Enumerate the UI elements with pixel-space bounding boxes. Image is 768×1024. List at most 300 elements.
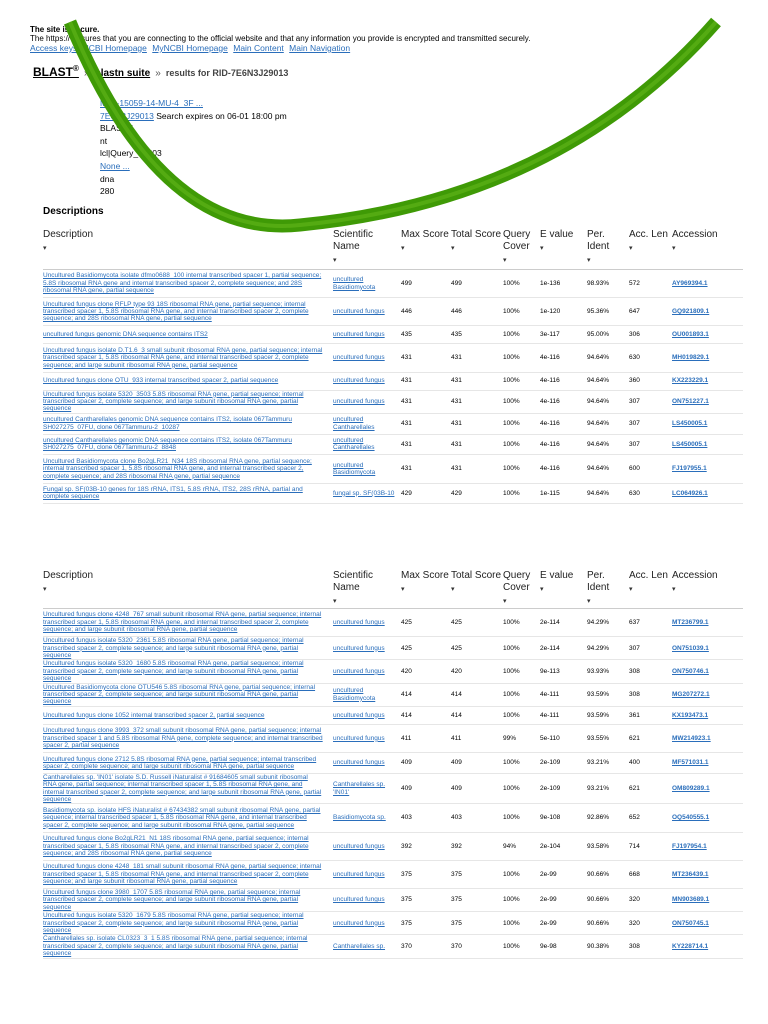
cell-acc-len: 307 xyxy=(629,390,672,413)
cell-acc-len: 308 xyxy=(629,660,672,683)
database-value: nt xyxy=(100,135,108,146)
cell-max-score: 420 xyxy=(401,660,451,683)
cell-max-score: 431 xyxy=(401,344,451,372)
cell-e-value: 9e-98 xyxy=(540,935,587,958)
cell-acc-len: 637 xyxy=(629,609,672,637)
cell-total-score: 425 xyxy=(451,637,503,660)
cell-per-ident: 95.00% xyxy=(587,326,629,344)
cell-scientific-name[interactable]: uncultured fungus xyxy=(333,912,401,935)
cell-per-ident: 94.64% xyxy=(587,483,629,504)
secure-text: The https:// ensures that you are connecting to the official website and that any information you provide is encrypted and transmitted securely. xyxy=(30,34,531,43)
cell-e-value: 2e-99 xyxy=(540,912,587,935)
cell-acc-len: 307 xyxy=(629,413,672,434)
cell-scientific-name[interactable]: uncultured fungus xyxy=(333,660,401,683)
nav-links xyxy=(30,43,353,53)
cell-accession[interactable]: KY228714.1 xyxy=(672,935,743,958)
cell-accession[interactable]: ON751227.1 xyxy=(672,390,743,413)
cell-acc-len: 361 xyxy=(629,706,672,724)
program-value: BLASTN xyxy=(100,123,134,134)
cell-scientific-name[interactable]: uncultured fungus xyxy=(333,832,401,860)
cell-per-ident: 90.66% xyxy=(587,912,629,935)
cell-scientific-name[interactable]: Basidiomycota sp. xyxy=(333,804,401,832)
cell-description[interactable]: Cantharellales sp. isolate CL0323_3_1 5.8S ribosomal RNA gene, partial sequence; internal transcribed spacer 2, complete sequence; and large subunit ribosomal RNA gene, partial sequence xyxy=(43,935,333,958)
cell-e-value: 1e-136 xyxy=(540,270,587,298)
ncbi-homepage-link[interactable]: NCBI Homepage xyxy=(82,43,147,53)
cell-scientific-name[interactable]: uncultured fungus xyxy=(333,706,401,724)
cell-max-score: 499 xyxy=(401,270,451,298)
column-header-label: E value xyxy=(540,570,574,581)
cell-description[interactable]: Uncultured Basidiomycota isolate dfmo0688_100 internal transcribed spacer 1, partial sequence; 5.8S ribosomal RNA gene and internal transcribed spacer 2, complete sequence; and 28S ribosomal RNA gene, partial sequence xyxy=(43,270,333,298)
column-header-e-value[interactable] xyxy=(540,570,587,609)
sort-arrow-icon[interactable]: ▾ xyxy=(503,598,507,605)
cell-acc-len: 647 xyxy=(629,298,672,326)
cell-description[interactable]: Cantharellales sp. 'IN01' isolate S.D. Russell iNaturalist # 91684605 small subunit ribosomal RNA gene, partial sequence; internal transcribed spacer 1, 5.8S ribosomal RNA gene, and internal transcribed spacer 2, complete sequence; and large subunit ribosomal RNA gene, partial sequence xyxy=(43,773,333,804)
table-row xyxy=(43,344,743,372)
cell-acc-len: 400 xyxy=(629,753,672,774)
cell-scientific-name[interactable]: uncultured fungus xyxy=(333,860,401,888)
query-length-value: 280 xyxy=(100,186,115,197)
table-row xyxy=(43,483,743,504)
cell-accession[interactable]: MN903689.1 xyxy=(672,889,743,912)
cell-description[interactable]: Uncultured fungus clone Bo2gLR21_N1 18S ribosomal RNA gene, partial sequence; internal transcribed spacer 1, 5.8S ribosomal RNA gene, and internal transcribed spacer 2, complete sequence; and 28S ribosomal RNA gene, partial sequence xyxy=(43,832,333,860)
cell-accession[interactable]: LC064926.1 xyxy=(672,483,743,504)
cell-accession[interactable]: MH019829.1 xyxy=(672,344,743,372)
myncbi-homepage-link[interactable]: MyNCBI Homepage xyxy=(152,43,228,53)
blast-label: BLAST xyxy=(33,65,73,79)
cell-total-score: 431 xyxy=(451,390,503,413)
query-id-value: lcl|Query_10603 xyxy=(100,148,162,159)
cell-accession[interactable]: MF571031.1 xyxy=(672,753,743,774)
sort-arrow-icon[interactable]: ▾ xyxy=(672,586,676,593)
cell-query-cover: 100% xyxy=(503,344,540,372)
sort-arrow-icon[interactable]: ▾ xyxy=(43,245,47,252)
sort-arrow-icon[interactable]: ▾ xyxy=(401,586,405,593)
cell-acc-len: 306 xyxy=(629,326,672,344)
cell-accession[interactable]: AY969394.1 xyxy=(672,270,743,298)
cell-per-ident: 94.29% xyxy=(587,609,629,637)
cell-description[interactable]: Uncultured fungus isolate 5320_1680 5.8S ribosomal RNA gene, partial sequence; internal transcribed spacer 2, complete sequence; and large subunit ribosomal RNA gene, partial sequence xyxy=(43,660,333,683)
column-header-label: Description xyxy=(43,570,94,581)
column-header-label: Per. Ident xyxy=(587,229,610,252)
cell-query-cover: 100% xyxy=(503,637,540,660)
column-header-label: Max Score xyxy=(401,229,449,240)
cell-accession[interactable]: MT236799.1 xyxy=(672,609,743,637)
cell-e-value: 1e-120 xyxy=(540,298,587,326)
column-header-query-cover[interactable] xyxy=(503,229,540,270)
cell-description[interactable]: Uncultured fungus clone 4248_767 small subunit ribosomal RNA gene, partial sequence; internal transcribed spacer 1, 5.8S ribosomal RNA gene, and internal transcribed spacer 2, complete sequence; and large subunit ribosomal RNA gene, partial sequence xyxy=(43,609,333,637)
table-row xyxy=(43,434,743,455)
sort-arrow-icon[interactable]: ▾ xyxy=(43,586,47,593)
cell-query-cover: 100% xyxy=(503,609,540,637)
sort-arrow-icon[interactable]: ▾ xyxy=(503,257,507,264)
cell-max-score: 435 xyxy=(401,326,451,344)
cell-description[interactable]: Uncultured fungus clone 4248_181 small subunit ribosomal RNA gene, partial sequence; internal transcribed spacer 1, 5.8S ribosomal RNA gene, and internal transcribed spacer 2, complete sequence; and large subunit ribosomal RNA gene, partial sequence xyxy=(43,860,333,888)
table-row xyxy=(43,706,743,724)
cell-accession[interactable]: ON751039.1 xyxy=(672,637,743,660)
sort-arrow-icon[interactable]: ▾ xyxy=(451,586,455,593)
cell-per-ident: 92.86% xyxy=(587,804,629,832)
cell-e-value: 4e-116 xyxy=(540,390,587,413)
column-header-label: Query Cover xyxy=(503,570,531,593)
secure-title: The site is secure. xyxy=(30,25,100,34)
cell-scientific-name[interactable]: uncultured Cantharellales xyxy=(333,413,401,434)
cell-query-cover: 100% xyxy=(503,455,540,483)
cell-total-score: 409 xyxy=(451,773,503,804)
cell-per-ident: 90.38% xyxy=(587,935,629,958)
cell-query-cover: 94% xyxy=(503,832,540,860)
job-title-link[interactable]: M22-15059-14-MU-4_3F ... xyxy=(100,98,203,108)
cell-scientific-name[interactable]: fungal sp. SF(03B-10 xyxy=(333,483,401,504)
cell-acc-len: 668 xyxy=(629,860,672,888)
column-header-label: Scientific Name xyxy=(333,570,374,593)
cell-e-value: 4e-116 xyxy=(540,344,587,372)
cell-e-value: 1e-115 xyxy=(540,483,587,504)
cell-max-score: 375 xyxy=(401,912,451,935)
cell-per-ident: 94.64% xyxy=(587,344,629,372)
cell-max-score: 392 xyxy=(401,832,451,860)
column-header-acc-len[interactable] xyxy=(629,229,672,270)
cell-per-ident: 93.59% xyxy=(587,683,629,706)
cell-scientific-name[interactable]: uncultured fungus xyxy=(333,326,401,344)
cell-scientific-name[interactable]: uncultured Basidiomycota xyxy=(333,683,401,706)
column-header-e-value[interactable] xyxy=(540,229,587,270)
cell-query-cover: 100% xyxy=(503,434,540,455)
table-row xyxy=(43,637,743,660)
table-row xyxy=(43,455,743,483)
cell-total-score: 414 xyxy=(451,706,503,724)
sort-arrow-icon[interactable]: ▾ xyxy=(629,245,633,252)
cell-total-score: 431 xyxy=(451,455,503,483)
table-row xyxy=(43,724,743,752)
cell-total-score: 375 xyxy=(451,912,503,935)
cell-max-score: 431 xyxy=(401,455,451,483)
cell-per-ident: 93.55% xyxy=(587,724,629,752)
cell-scientific-name[interactable]: uncultured fungus xyxy=(333,298,401,326)
sort-arrow-icon[interactable]: ▾ xyxy=(540,586,544,593)
table-row xyxy=(43,860,743,888)
cell-query-cover: 100% xyxy=(503,483,540,504)
cell-accession[interactable]: KX223229.1 xyxy=(672,372,743,390)
cell-acc-len: 714 xyxy=(629,832,672,860)
registered-mark: ® xyxy=(73,64,79,73)
cell-query-cover: 100% xyxy=(503,270,540,298)
cell-scientific-name[interactable]: uncultured fungus xyxy=(333,889,401,912)
job-summary xyxy=(100,97,287,198)
cell-query-cover: 100% xyxy=(503,889,540,912)
sort-arrow-icon[interactable]: ▾ xyxy=(401,245,405,252)
cell-acc-len: 630 xyxy=(629,483,672,504)
cell-max-score: 414 xyxy=(401,706,451,724)
cell-scientific-name[interactable]: uncultured fungus xyxy=(333,344,401,372)
cell-accession[interactable]: ON750745.1 xyxy=(672,912,743,935)
cell-per-ident: 93.21% xyxy=(587,753,629,774)
cell-accession[interactable]: MG207272.1 xyxy=(672,683,743,706)
cell-e-value: 3e-117 xyxy=(540,326,587,344)
cell-total-score: 409 xyxy=(451,753,503,774)
column-header-label: Accession xyxy=(672,229,718,240)
cell-description[interactable]: Basidiomycota sp. isolate HFS iNaturalist # 67434382 small subunit ribosomal RNA gene, partial sequence; internal transcribed spacer 1, 5.8S ribosomal RNA gene, and internal transcribed spacer 2, complete sequence; and large subunit ribosomal RNA gene, partial sequence xyxy=(43,804,333,832)
cell-total-score: 411 xyxy=(451,724,503,752)
cell-max-score: 446 xyxy=(401,298,451,326)
cell-description[interactable]: Uncultured Basidiomycota clone OTU546 5.8S ribosomal RNA gene, partial sequence; internal transcribed spacer 2, complete sequence; and large subunit ribosomal RNA gene, partial sequence xyxy=(43,683,333,706)
cell-description[interactable]: uncultured Cantharellales genomic DNA sequence contains ITS2, isolate 067Tammuru SH027275_07FU, clone 067Tammuru-2_10287 xyxy=(43,413,333,434)
breadcrumb-separator: » xyxy=(83,68,90,79)
cell-accession[interactable]: ON750746.1 xyxy=(672,660,743,683)
cell-per-ident: 90.66% xyxy=(587,889,629,912)
cell-accession[interactable]: KX193473.1 xyxy=(672,706,743,724)
table-row xyxy=(43,609,743,637)
cell-per-ident: 94.29% xyxy=(587,637,629,660)
cell-query-cover: 100% xyxy=(503,753,540,774)
cell-total-score: 425 xyxy=(451,609,503,637)
column-header-label: Accession xyxy=(672,570,718,581)
cell-e-value: 9e-108 xyxy=(540,804,587,832)
table-row xyxy=(43,683,743,706)
sort-arrow-icon[interactable]: ▾ xyxy=(587,598,591,605)
cell-query-cover: 100% xyxy=(503,706,540,724)
cell-description[interactable]: uncultured Cantharellales genomic DNA sequence contains ITS2, isolate 067Tammuru SH027275_07FU, clone 067Tammuru-2_8848 xyxy=(43,434,333,455)
cell-e-value: 2e-109 xyxy=(540,773,587,804)
column-header-per-ident[interactable] xyxy=(587,570,629,609)
blastn-suite-link[interactable]: blastn suite xyxy=(94,68,151,79)
cell-total-score: 431 xyxy=(451,344,503,372)
column-header-total-score[interactable] xyxy=(451,229,503,270)
cell-accession[interactable]: OM809289.1 xyxy=(672,773,743,804)
column-header-label: Description xyxy=(43,229,94,240)
cell-max-score: 375 xyxy=(401,889,451,912)
cell-query-cover: 100% xyxy=(503,773,540,804)
cell-query-cover: 100% xyxy=(503,413,540,434)
column-header-label: Scientific Name xyxy=(333,229,374,252)
cell-per-ident: 94.64% xyxy=(587,434,629,455)
cell-query-cover: 100% xyxy=(503,912,540,935)
sort-arrow-icon[interactable]: ▾ xyxy=(587,257,591,264)
cell-accession[interactable]: OQ540555.1 xyxy=(672,804,743,832)
cell-e-value: 4e-116 xyxy=(540,455,587,483)
cell-query-cover: 99% xyxy=(503,724,540,752)
table-row xyxy=(43,753,743,774)
column-header-per-ident[interactable] xyxy=(587,229,629,270)
cell-description[interactable]: Uncultured fungus clone 1052 internal transcribed spacer 2, partial sequence xyxy=(43,706,333,724)
cell-accession[interactable]: GQ921809.1 xyxy=(672,298,743,326)
cell-per-ident: 94.64% xyxy=(587,455,629,483)
column-header-label: Max Score xyxy=(401,570,449,581)
rid-link[interactable]: 7E6N3J29013 xyxy=(100,110,154,121)
cell-description[interactable]: Uncultured fungus isolate 5320_1679 5.8S ribosomal RNA gene, partial sequence; internal transcribed spacer 2, complete sequence; and large subunit ribosomal RNA gene, partial sequence xyxy=(43,912,333,935)
column-header-scientific-name[interactable] xyxy=(333,570,401,609)
cell-per-ident: 90.66% xyxy=(587,860,629,888)
cell-per-ident: 93.93% xyxy=(587,660,629,683)
cell-description[interactable]: Uncultured fungus clone 3980_1707 5.8S ribosomal RNA gene, partial sequence; internal transcribed spacer 2, complete sequence; and large subunit ribosomal RNA gene, partial sequence xyxy=(43,889,333,912)
cell-scientific-name[interactable]: uncultured fungus xyxy=(333,753,401,774)
cell-max-score: 370 xyxy=(401,935,451,958)
cell-description[interactable]: Uncultured Basidiomycota clone Bo2gLR21_N34 18S ribosomal RNA gene, partial sequence; internal transcribed spacer 1, 5.8S ribosomal RNA gene, and internal transcribed spacer 2, complete sequence; and 28S ribosomal RNA gene, partial sequence xyxy=(43,455,333,483)
cell-description[interactable]: Uncultured fungus isolate 5320_3503 5.8S ribosomal RNA gene, partial sequence; internal transcribed spacer 2, complete sequence; and large subunit ribosomal RNA gene, partial sequence xyxy=(43,390,333,413)
cell-description[interactable]: Fungal sp. SF(03B-10 genes for 18S rRNA, ITS1, 5.8S rRNA, ITS2, 28S rRNA, partial and complete sequence xyxy=(43,483,333,504)
cell-description[interactable]: Uncultured fungus isolate D.T1.6_3 small subunit ribosomal RNA gene, partial sequence; internal transcribed spacer 1, 5.8S ribosomal RNA gene, and internal transcribed spacer 2, complete sequence; and large subunit ribosomal RNA gene, partial sequence xyxy=(43,344,333,372)
cell-accession[interactable]: FJ197954.1 xyxy=(672,832,743,860)
column-header-description[interactable] xyxy=(43,570,333,609)
main-content-link[interactable]: Main Content xyxy=(233,43,284,53)
cell-query-cover: 100% xyxy=(503,935,540,958)
access-keys-link[interactable]: Access keys xyxy=(30,43,78,53)
table-row xyxy=(43,912,743,935)
cell-acc-len: 308 xyxy=(629,683,672,706)
cell-total-score: 429 xyxy=(451,483,503,504)
column-header-label: Per. Ident xyxy=(587,570,610,593)
table-row xyxy=(43,889,743,912)
cell-per-ident: 94.64% xyxy=(587,372,629,390)
cell-per-ident: 93.59% xyxy=(587,706,629,724)
cell-description[interactable]: Uncultured fungus clone 2712 5.8S ribosomal RNA gene, partial sequence; internal transcribed spacer 2, complete sequence; and large subunit ribosomal RNA gene, partial sequence xyxy=(43,753,333,774)
column-header-query-cover[interactable] xyxy=(503,570,540,609)
cell-e-value: 4e-111 xyxy=(540,683,587,706)
cell-accession[interactable]: FJ197955.1 xyxy=(672,455,743,483)
cell-max-score: 409 xyxy=(401,773,451,804)
search-expires-text: Search expires on 06-01 18:00 pm xyxy=(156,110,287,121)
cell-acc-len: 307 xyxy=(629,637,672,660)
table-row xyxy=(43,413,743,434)
cell-max-score: 425 xyxy=(401,609,451,637)
descriptions-table-bottom xyxy=(43,570,743,959)
cell-description[interactable]: Uncultured fungus isolate 5320_2361 5.8S ribosomal RNA gene, partial sequence; internal transcribed spacer 2, complete sequence; and large subunit ribosomal RNA gene, partial sequence xyxy=(43,637,333,660)
cell-max-score: 425 xyxy=(401,637,451,660)
column-header-accession[interactable] xyxy=(672,570,743,609)
cell-query-cover: 100% xyxy=(503,660,540,683)
cell-acc-len: 572 xyxy=(629,270,672,298)
cell-total-score: 435 xyxy=(451,326,503,344)
column-header-label: Total Score xyxy=(451,229,502,240)
cell-total-score: 431 xyxy=(451,434,503,455)
cell-scientific-name[interactable]: uncultured fungus xyxy=(333,390,401,413)
cell-e-value: 9e-113 xyxy=(540,660,587,683)
main-navigation-link[interactable]: Main Navigation xyxy=(289,43,351,53)
cell-scientific-name[interactable]: uncultured fungus xyxy=(333,724,401,752)
cell-e-value: 2e-99 xyxy=(540,860,587,888)
cell-description[interactable]: uncultured fungus genomic DNA sequence contains ITS2 xyxy=(43,326,333,344)
cell-query-cover: 100% xyxy=(503,390,540,413)
cell-scientific-name[interactable]: uncultured fungus xyxy=(333,609,401,637)
cell-query-cover: 100% xyxy=(503,326,540,344)
column-header-description[interactable] xyxy=(43,229,333,270)
cell-total-score: 403 xyxy=(451,804,503,832)
cell-acc-len: 308 xyxy=(629,935,672,958)
cell-scientific-name[interactable]: uncultured Cantharellales xyxy=(333,434,401,455)
cell-acc-len: 360 xyxy=(629,372,672,390)
cell-e-value: 2e-114 xyxy=(540,637,587,660)
blast-home-link[interactable] xyxy=(33,65,79,79)
sort-arrow-icon[interactable]: ▾ xyxy=(629,586,633,593)
cell-acc-len: 600 xyxy=(629,455,672,483)
sort-arrow-icon[interactable]: ▾ xyxy=(333,257,337,264)
column-header-accession[interactable] xyxy=(672,229,743,270)
cell-acc-len: 320 xyxy=(629,889,672,912)
table-row xyxy=(43,326,743,344)
table-row xyxy=(43,832,743,860)
cell-max-score: 414 xyxy=(401,683,451,706)
cell-e-value: 2e-104 xyxy=(540,832,587,860)
cell-total-score: 431 xyxy=(451,413,503,434)
cell-max-score: 431 xyxy=(401,434,451,455)
column-header-label: Total Score xyxy=(451,570,502,581)
cell-accession[interactable]: LS450005.1 xyxy=(672,413,743,434)
cell-max-score: 403 xyxy=(401,804,451,832)
cell-accession[interactable]: OU001893.1 xyxy=(672,326,743,344)
cell-accession[interactable]: LS450005.1 xyxy=(672,434,743,455)
column-header-max-score[interactable] xyxy=(401,229,451,270)
table-row xyxy=(43,372,743,390)
column-header-max-score[interactable] xyxy=(401,570,451,609)
cell-total-score: 375 xyxy=(451,860,503,888)
table-row xyxy=(43,660,743,683)
cell-description[interactable]: Uncultured fungus clone RFLP type 93 18S ribosomal RNA gene, partial sequence; internal transcribed spacer 1, 5.8S ribosomal RNA gene, and internal transcribed spacer 2, complete sequence; and 28S ribosomal RNA gene, partial sequence xyxy=(43,298,333,326)
table-row xyxy=(43,773,743,804)
cell-query-cover: 100% xyxy=(503,683,540,706)
cell-acc-len: 320 xyxy=(629,912,672,935)
cell-per-ident: 93.58% xyxy=(587,832,629,860)
security-banner xyxy=(30,25,530,43)
table-row xyxy=(43,270,743,298)
cell-acc-len: 621 xyxy=(629,724,672,752)
cell-scientific-name[interactable]: uncultured fungus xyxy=(333,637,401,660)
query-description-link[interactable]: None ... xyxy=(100,160,130,171)
cell-scientific-name[interactable]: uncultured Basidiomycota xyxy=(333,270,401,298)
cell-total-score: 375 xyxy=(451,889,503,912)
cell-max-score: 409 xyxy=(401,753,451,774)
cell-per-ident: 95.36% xyxy=(587,298,629,326)
cell-description[interactable]: Uncultured fungus clone 3993_372 small subunit ribosomal RNA gene, partial sequence; internal transcribed spacer 1 and 5.8S ribosomal RNA gene, complete sequence; and internal transcribed spacer 2, partial sequence xyxy=(43,724,333,752)
cell-total-score: 414 xyxy=(451,683,503,706)
sort-arrow-icon[interactable]: ▾ xyxy=(540,245,544,252)
cell-e-value: 2e-114 xyxy=(540,609,587,637)
column-header-total-score[interactable] xyxy=(451,570,503,609)
table-row xyxy=(43,298,743,326)
cell-max-score: 431 xyxy=(401,372,451,390)
cell-per-ident: 93.21% xyxy=(587,773,629,804)
cell-e-value: 5e-110 xyxy=(540,724,587,752)
cell-e-value: 4e-111 xyxy=(540,706,587,724)
column-header-acc-len[interactable] xyxy=(629,570,672,609)
cell-scientific-name[interactable]: Cantharellales sp. 'IN01' xyxy=(333,773,401,804)
column-header-scientific-name[interactable] xyxy=(333,229,401,270)
descriptions-table-top xyxy=(43,229,743,504)
cell-max-score: 431 xyxy=(401,413,451,434)
cell-max-score: 411 xyxy=(401,724,451,752)
cell-scientific-name[interactable]: uncultured fungus xyxy=(333,372,401,390)
sort-arrow-icon[interactable]: ▾ xyxy=(333,598,337,605)
cell-total-score: 420 xyxy=(451,660,503,683)
cell-query-cover: 100% xyxy=(503,298,540,326)
column-header-label: Acc. Len xyxy=(629,570,668,581)
cell-per-ident: 94.64% xyxy=(587,390,629,413)
sort-arrow-icon[interactable]: ▾ xyxy=(672,245,676,252)
cell-accession[interactable]: MT236439.1 xyxy=(672,860,743,888)
cell-scientific-name[interactable]: Cantharellales sp. xyxy=(333,935,401,958)
cell-description[interactable]: Uncultured fungus clone OTU_933 internal transcribed spacer 2, partial sequence xyxy=(43,372,333,390)
cell-scientific-name[interactable]: uncultured Basidiomycota xyxy=(333,455,401,483)
table-row xyxy=(43,935,743,958)
cell-max-score: 431 xyxy=(401,390,451,413)
cell-query-cover: 100% xyxy=(503,804,540,832)
sort-arrow-icon[interactable]: ▾ xyxy=(451,245,455,252)
cell-per-ident: 94.64% xyxy=(587,413,629,434)
cell-accession[interactable]: MW214923.1 xyxy=(672,724,743,752)
table-row xyxy=(43,390,743,413)
cell-per-ident: 98.93% xyxy=(587,270,629,298)
cell-acc-len: 307 xyxy=(629,434,672,455)
cell-e-value: 4e-116 xyxy=(540,434,587,455)
cell-max-score: 375 xyxy=(401,860,451,888)
